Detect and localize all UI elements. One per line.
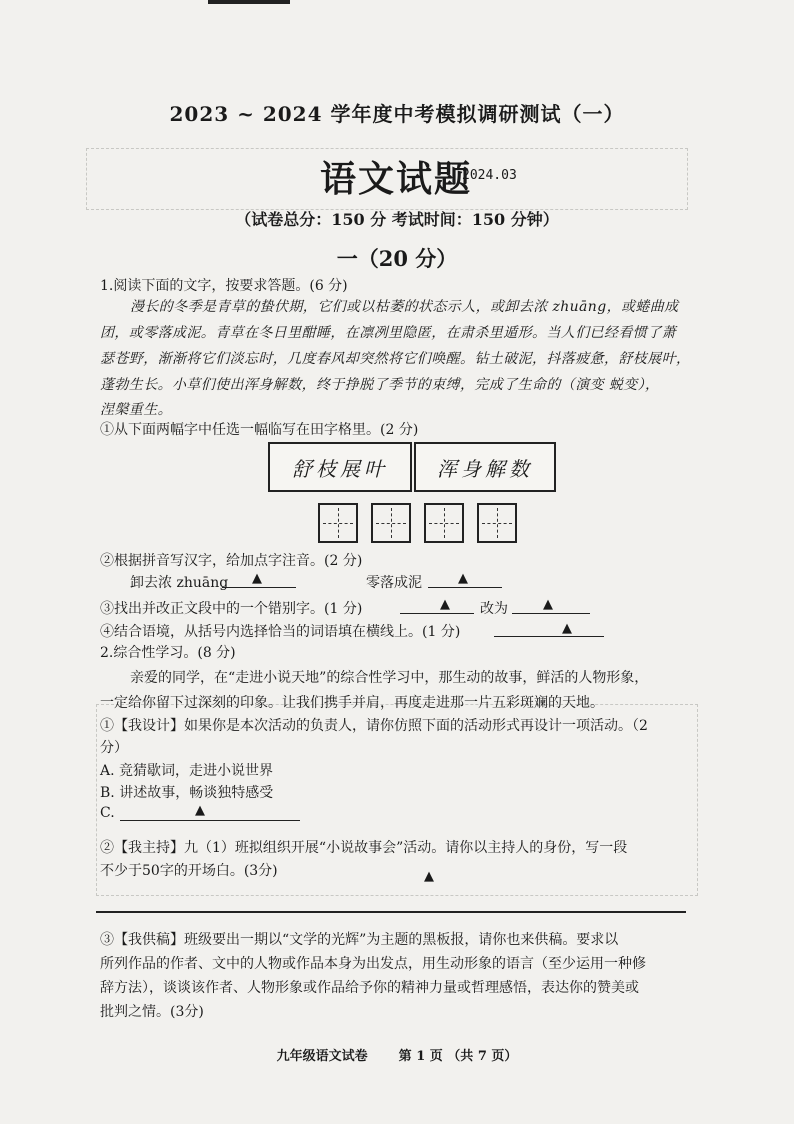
answer-blank[interactable] [120,820,300,821]
section-heading: 一（20 分） [336,246,458,271]
passage-line: 团，或零落成泥。青草在冬日里酣睡，在凛冽里隐匿，在肃杀里遁形。当人们已经看惯了萧 [100,325,676,341]
answer-blank[interactable] [512,613,590,614]
phonetic-prompt: 零落成泥 [366,575,422,591]
contribute-task: ③【我供稿】班级要出一期以“文学的光辉”为主题的黑板报，请你也来供稿。要求以 [100,932,619,948]
footer-page-info: 第 1 页 （共 7 页） [398,1049,518,1064]
q1-sub1: ①从下面两幅字中任选一幅临写在田字格里。(2 分) [100,422,419,438]
calligraphy-sample-1: 舒枝展叶 [268,442,412,492]
footer-exam-name: 九年级语文试卷 [276,1049,368,1064]
exam-info: （试卷总分：150 分 考试时间：150 分钟） [235,210,559,229]
answer-blank[interactable] [428,587,502,588]
host-task: ②【我主持】九（1）班拟组织开展“小说故事会”活动。请你以主持人的身份，写一段 [100,840,628,856]
q2-heading: 2.综合性学习。(8 分) [100,645,236,661]
answer-mark: ▲ [195,803,205,818]
q2-intro-line: 亲爱的同学，在“走进小说天地”的综合性学习中，那生动的故事，鲜活的人物形象， [130,670,649,686]
answer-mark: ▲ [562,621,572,636]
passage-line: 瑟苍野，渐渐将它们淡忘时，几度春风却突然将它们唤醒。钻土破泥，抖落疲惫，舒枝展叶， [100,351,691,367]
scan-mark [208,0,290,4]
contribute-task-cont: 所列作品的作者、文中的人物或作品本身为出发点，用生动形象的语言（至少运用一种修 [100,956,646,972]
answer-blank[interactable] [494,636,604,637]
q2-intro-line: 一定给你留下过深刻的印象。让我们携手并肩，再度走进那一片五彩斑斓的天地。 [100,695,604,711]
passage-line: 漫长的冬季是青草的蛰伏期，它们或以枯萎的状态示人，或卸去浓 zhuāng，或蜷曲成 [130,299,679,315]
answer-blank[interactable] [222,587,296,588]
calligraphy-sample-2: 浑身解数 [414,442,556,492]
answer-mark: ▲ [424,869,434,884]
answer-mark: ▲ [458,571,468,586]
tianzige-cell[interactable] [318,503,358,543]
subject-title: 语文试题 [320,158,473,200]
tianzige-cell[interactable] [424,503,464,543]
host-task-cont: 不少于50字的开场白。(3分) [100,863,278,879]
exam-date: 2024.03 [462,168,517,183]
correction-label: 改为 [480,601,508,617]
contribute-task-cont: 批判之情。(3分) [100,1004,204,1020]
activity-option-c: C. [100,805,115,821]
q1-sub3: ③找出并改正文段中的一个错别字。(1 分) [100,601,363,617]
q1-sub2: ②根据拼音写汉字，给加点字注音。(2 分) [100,553,363,569]
passage-line: 涅槃重生。 [100,402,172,418]
page-footer [0,1045,794,1064]
pinyin-prompt: 卸去浓 zhuāng [130,575,229,591]
q1-heading: 1.阅读下面的文字，按要求答题。(6 分) [100,278,348,294]
design-task-cont: 分） [100,740,128,756]
activity-option-b: B. 讲述故事，畅谈独特感受 [100,785,274,801]
activity-option-a: A. 竞猜歇词，走进小说世界 [100,763,274,779]
answer-blank[interactable] [400,613,474,614]
design-task: ①【我设计】如果你是本次活动的负责人，请你仿照下面的活动形式再设计一项活动。（2 [100,718,648,734]
answer-mark: ▲ [440,597,450,612]
answer-rule[interactable] [96,911,686,913]
answer-mark: ▲ [252,571,262,586]
tianzige-cell[interactable] [371,503,411,543]
main-title: 2023 ~ 2024 学年度中考模拟调研测试（一） [169,102,625,126]
q1-sub4: ④结合语境，从括号内选择恰当的词语填在横线上。(1 分) [100,624,461,640]
passage-line: 蓬勃生长。小草们使出浑身解数，终于挣脱了季节的束缚，完成了生命的（演变 蜕变）， [100,377,660,393]
tianzige-cell[interactable] [477,503,517,543]
contribute-task-cont: 辞方法），谈谈该作者、人物形象或作品给予你的精神力量或哲理感悟，表达你的赞美或 [100,980,639,996]
answer-mark: ▲ [543,597,553,612]
